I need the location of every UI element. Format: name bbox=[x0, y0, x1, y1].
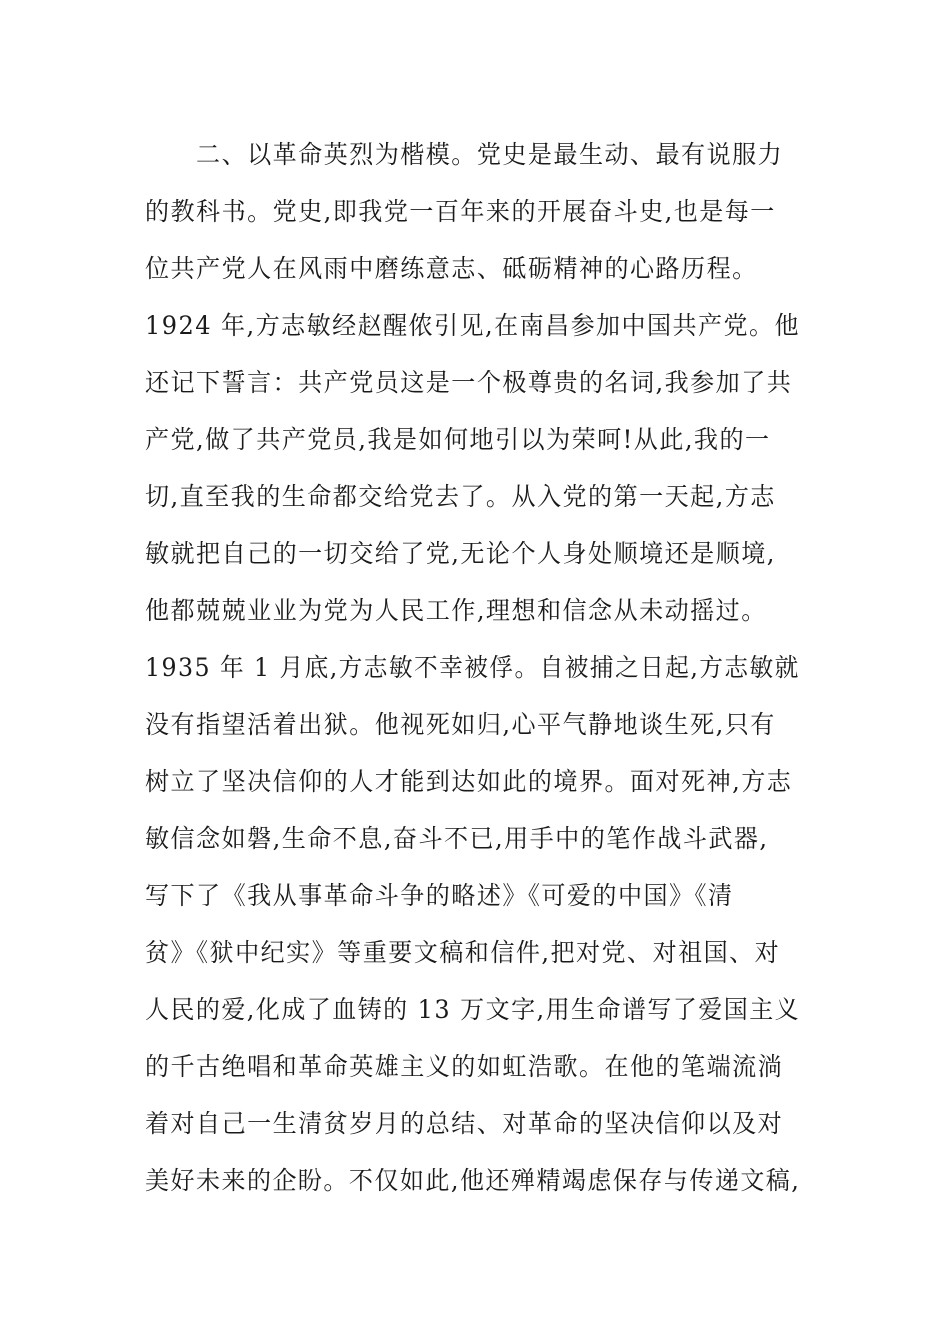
text-line: 的千古绝唱和革命英雄主义的如虹浩歌。在他的笔端流淌 bbox=[145, 1052, 784, 1081]
text-line: 人民的爱,化成了血铸的 13 万文字,用生命谱写了爱国主义 bbox=[145, 995, 801, 1024]
text-line: 树立了坚决信仰的人才能到达如此的境界。面对死神,方志 bbox=[145, 767, 793, 796]
text-line: 他都兢兢业业为党为人民工作,理想和信念从未动摇过。 bbox=[145, 596, 767, 625]
text-line: 敏就把自己的一切交给了党,无论个人身处顺境还是顺境, bbox=[145, 539, 776, 568]
text-line: 着对自己一生清贫岁月的总结、对革命的坚决信仰以及对 bbox=[145, 1109, 784, 1138]
text-line: 的教科书。党史,即我党一百年来的开展奋斗史,也是每一 bbox=[145, 197, 776, 226]
text-line: 切,直至我的生命都交给党去了。从入党的第一天起,方志 bbox=[145, 482, 776, 511]
text-line: 美好未来的企盼。不仅如此,他还殚精竭虑保存与传递文稿, bbox=[145, 1166, 801, 1195]
text-line: 二、以革命英烈为楷模。党史是最生动、最有说服力 bbox=[145, 140, 784, 169]
text-line: 位共产党人在风雨中磨练意志、砥砺精神的心路历程。 bbox=[145, 254, 758, 283]
text-line: 写下了《我从事革命斗争的略述》《可爱的中国》《清 bbox=[145, 881, 734, 910]
text-line: 敏信念如磐,生命不息,奋斗不已,用手中的笔作战斗武器, bbox=[145, 824, 769, 853]
text-line: 1935 年 1 月底,方志敏不幸被俘。自被捕之日起,方志敏就 bbox=[145, 653, 800, 682]
text-line: 1924 年,方志敏经赵醒侬引见,在南昌参加中国共产党。他 bbox=[145, 311, 800, 340]
text-line: 产党,做了共产党员,我是如何地引以为荣呵!从此,我的一 bbox=[145, 425, 771, 454]
text-line: 还记下誓言：共产党员这是一个极尊贵的名词,我参加了共 bbox=[145, 368, 793, 397]
text-line: 没有指望活着出狱。他视死如归,心平气静地谈生死,只有 bbox=[145, 710, 776, 739]
text-line: 贫》《狱中纪实》等重要文稿和信件,把对党、对祖国、对 bbox=[145, 938, 781, 967]
